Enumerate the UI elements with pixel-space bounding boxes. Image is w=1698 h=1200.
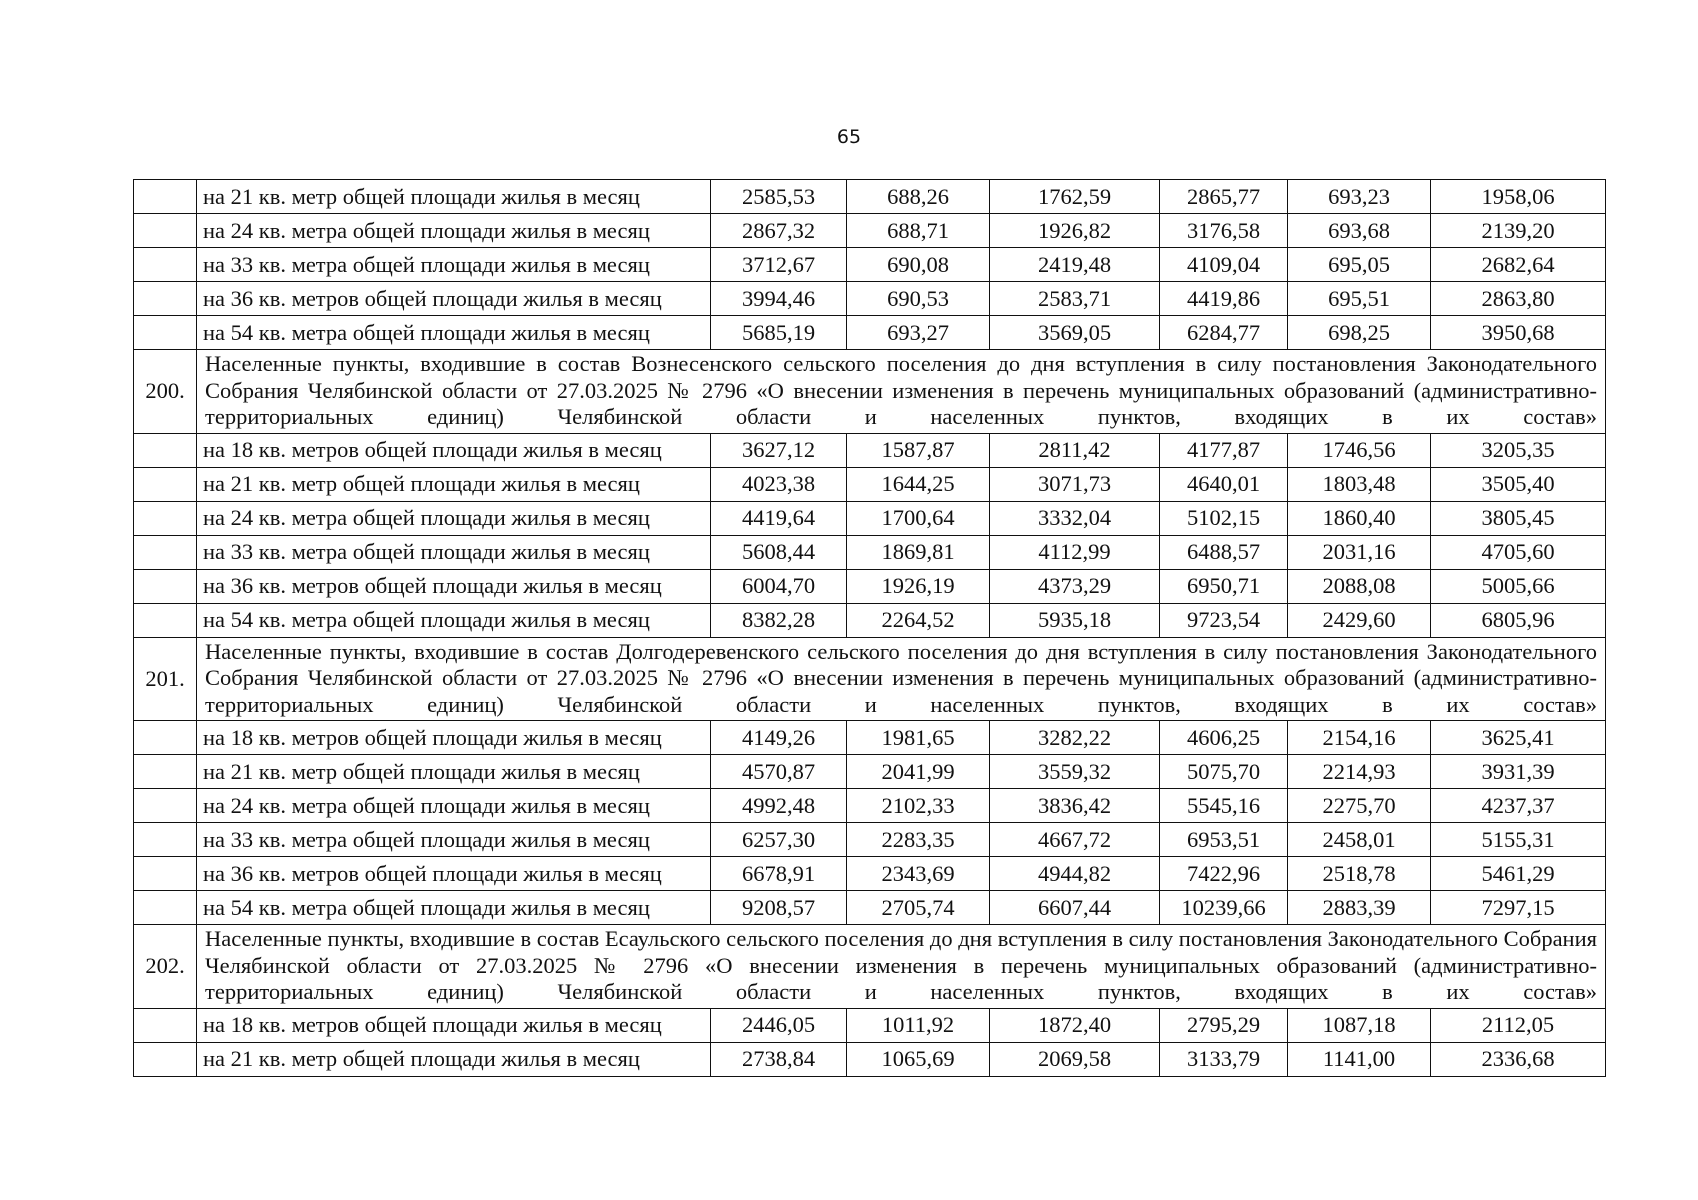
row-number-cell <box>134 282 197 316</box>
value-cell: 2518,78 <box>1288 857 1431 891</box>
value-cell: 5685,19 <box>711 316 847 350</box>
value-cell: 693,23 <box>1288 180 1431 214</box>
value-cell: 2446,05 <box>711 1008 847 1042</box>
value-cell: 1065,69 <box>847 1042 990 1076</box>
row-label: на 33 кв. метра общей площади жилья в месяц <box>197 248 711 282</box>
value-cell: 2883,39 <box>1288 891 1431 925</box>
value-cell: 2458,01 <box>1288 823 1431 857</box>
value-cell: 2069,58 <box>990 1042 1160 1076</box>
row-number-cell <box>134 721 197 755</box>
value-cell: 2139,20 <box>1431 214 1606 248</box>
section-number: 200. <box>134 350 197 434</box>
value-cell: 4419,86 <box>1160 282 1288 316</box>
row-label: на 21 кв. метр общей площади жилья в месяц <box>197 180 711 214</box>
value-cell: 4640,01 <box>1160 467 1288 501</box>
value-cell: 1803,48 <box>1288 467 1431 501</box>
value-cell: 3627,12 <box>711 433 847 467</box>
row-number-cell <box>134 535 197 569</box>
value-cell: 6284,77 <box>1160 316 1288 350</box>
value-cell: 2031,16 <box>1288 535 1431 569</box>
value-cell: 698,25 <box>1288 316 1431 350</box>
table-row <box>134 467 1606 501</box>
value-cell: 2088,08 <box>1288 569 1431 603</box>
value-cell: 7297,15 <box>1431 891 1606 925</box>
value-cell: 1011,92 <box>847 1008 990 1042</box>
table-row <box>134 433 1606 467</box>
section-header-row <box>134 350 1606 434</box>
table-row <box>134 823 1606 857</box>
value-cell: 5005,66 <box>1431 569 1606 603</box>
value-cell: 6805,96 <box>1431 603 1606 637</box>
row-number-cell <box>134 433 197 467</box>
value-cell: 1746,56 <box>1288 433 1431 467</box>
value-cell: 4237,37 <box>1431 789 1606 823</box>
value-cell: 690,53 <box>847 282 990 316</box>
value-cell: 2041,99 <box>847 755 990 789</box>
table-row <box>134 569 1606 603</box>
value-cell: 5608,44 <box>711 535 847 569</box>
section-title: Населенные пункты, входившие в состав Есаульского сельского поселения до дня вступления в силу постановления Законодательного Собрания Челябинской области от 27.03.2025 № 2796 «О внесении изменения в перечень муниципальных образований (административно-территориальных единиц) Челябинской области и населенных пунктов, входящих в их состав» <box>197 925 1606 1009</box>
value-cell: 3712,67 <box>711 248 847 282</box>
row-number-cell <box>134 789 197 823</box>
value-cell: 695,05 <box>1288 248 1431 282</box>
row-number-cell <box>134 857 197 891</box>
value-cell: 2585,53 <box>711 180 847 214</box>
row-number-cell <box>134 569 197 603</box>
section-title: Населенные пункты, входившие в состав Долгодеревенского сельского поселения до дня вступления в силу постановления Законодательного Собрания Челябинской области от 27.03.2025 № 2796 «О внесении изменения в перечень муниципальных образований (административно-территориальных единиц) Челябинской области и населенных пунктов, входящих в их состав» <box>197 637 1606 721</box>
table-body <box>134 180 1606 1077</box>
value-cell: 2583,71 <box>990 282 1160 316</box>
value-cell: 4023,38 <box>711 467 847 501</box>
value-cell: 4177,87 <box>1160 433 1288 467</box>
row-number-cell <box>134 1042 197 1076</box>
value-cell: 5935,18 <box>990 603 1160 637</box>
value-cell: 1872,40 <box>990 1008 1160 1042</box>
section-number: 202. <box>134 925 197 1009</box>
value-cell: 2738,84 <box>711 1042 847 1076</box>
value-cell: 6678,91 <box>711 857 847 891</box>
table-row <box>134 1042 1606 1076</box>
value-cell: 1869,81 <box>847 535 990 569</box>
value-cell: 690,08 <box>847 248 990 282</box>
table-row <box>134 891 1606 925</box>
value-cell: 7422,96 <box>1160 857 1288 891</box>
value-cell: 3559,32 <box>990 755 1160 789</box>
value-cell: 2264,52 <box>847 603 990 637</box>
row-number-cell <box>134 1008 197 1042</box>
value-cell: 4109,04 <box>1160 248 1288 282</box>
row-number-cell <box>134 755 197 789</box>
value-cell: 3994,46 <box>711 282 847 316</box>
table-row <box>134 603 1606 637</box>
value-cell: 2867,32 <box>711 214 847 248</box>
table-row <box>134 789 1606 823</box>
section-number: 201. <box>134 637 197 721</box>
row-label: на 18 кв. метров общей площади жилья в месяц <box>197 721 711 755</box>
table-row <box>134 248 1606 282</box>
value-cell: 3133,79 <box>1160 1042 1288 1076</box>
value-cell: 3625,41 <box>1431 721 1606 755</box>
value-cell: 2343,69 <box>847 857 990 891</box>
value-cell: 6607,44 <box>990 891 1160 925</box>
value-cell: 695,51 <box>1288 282 1431 316</box>
row-label: на 36 кв. метров общей площади жилья в месяц <box>197 857 711 891</box>
value-cell: 6950,71 <box>1160 569 1288 603</box>
value-cell: 2863,80 <box>1431 282 1606 316</box>
row-number-cell <box>134 214 197 248</box>
value-cell: 1981,65 <box>847 721 990 755</box>
value-cell: 5461,29 <box>1431 857 1606 891</box>
row-label: на 33 кв. метра общей площади жилья в месяц <box>197 823 711 857</box>
value-cell: 3332,04 <box>990 501 1160 535</box>
value-cell: 2275,70 <box>1288 789 1431 823</box>
value-cell: 1926,19 <box>847 569 990 603</box>
table-row <box>134 316 1606 350</box>
row-label: на 54 кв. метра общей площади жилья в месяц <box>197 316 711 350</box>
value-cell: 1644,25 <box>847 467 990 501</box>
value-cell: 693,27 <box>847 316 990 350</box>
value-cell: 3205,35 <box>1431 433 1606 467</box>
value-cell: 1141,00 <box>1288 1042 1431 1076</box>
value-cell: 1860,40 <box>1288 501 1431 535</box>
value-cell: 6953,51 <box>1160 823 1288 857</box>
value-cell: 2705,74 <box>847 891 990 925</box>
value-cell: 9723,54 <box>1160 603 1288 637</box>
table-row <box>134 214 1606 248</box>
value-cell: 2154,16 <box>1288 721 1431 755</box>
value-cell: 1700,64 <box>847 501 990 535</box>
value-cell: 5075,70 <box>1160 755 1288 789</box>
value-cell: 2336,68 <box>1431 1042 1606 1076</box>
value-cell: 9208,57 <box>711 891 847 925</box>
tariff-table <box>133 179 1606 1077</box>
page-number: 65 <box>836 126 862 148</box>
value-cell: 6004,70 <box>711 569 847 603</box>
value-cell: 4419,64 <box>711 501 847 535</box>
value-cell: 4112,99 <box>990 535 1160 569</box>
value-cell: 3805,45 <box>1431 501 1606 535</box>
row-number-cell <box>134 316 197 350</box>
value-cell: 2682,64 <box>1431 248 1606 282</box>
row-label: на 21 кв. метр общей площади жилья в месяц <box>197 467 711 501</box>
value-cell: 1587,87 <box>847 433 990 467</box>
row-number-cell <box>134 467 197 501</box>
value-cell: 4606,25 <box>1160 721 1288 755</box>
value-cell: 3071,73 <box>990 467 1160 501</box>
table-row <box>134 755 1606 789</box>
value-cell: 3836,42 <box>990 789 1160 823</box>
row-number-cell <box>134 603 197 637</box>
value-cell: 5102,15 <box>1160 501 1288 535</box>
value-cell: 3505,40 <box>1431 467 1606 501</box>
table-row <box>134 282 1606 316</box>
section-header-row <box>134 637 1606 721</box>
table-row <box>134 535 1606 569</box>
row-label: на 24 кв. метра общей площади жилья в месяц <box>197 789 711 823</box>
value-cell: 10239,66 <box>1160 891 1288 925</box>
value-cell: 2429,60 <box>1288 603 1431 637</box>
row-number-cell <box>134 891 197 925</box>
table-row <box>134 857 1606 891</box>
value-cell: 2865,77 <box>1160 180 1288 214</box>
row-number-cell <box>134 180 197 214</box>
value-cell: 3931,39 <box>1431 755 1606 789</box>
value-cell: 1762,59 <box>990 180 1160 214</box>
value-cell: 688,26 <box>847 180 990 214</box>
row-label: на 36 кв. метров общей площади жилья в месяц <box>197 282 711 316</box>
row-number-cell <box>134 248 197 282</box>
row-label: на 54 кв. метра общей площади жилья в месяц <box>197 603 711 637</box>
value-cell: 6257,30 <box>711 823 847 857</box>
value-cell: 1087,18 <box>1288 1008 1431 1042</box>
table-row <box>134 721 1606 755</box>
value-cell: 8382,28 <box>711 603 847 637</box>
value-cell: 2112,05 <box>1431 1008 1606 1042</box>
value-cell: 5155,31 <box>1431 823 1606 857</box>
value-cell: 2283,35 <box>847 823 990 857</box>
value-cell: 3282,22 <box>990 721 1160 755</box>
row-label: на 24 кв. метра общей площади жилья в месяц <box>197 214 711 248</box>
row-label: на 24 кв. метра общей площади жилья в месяц <box>197 501 711 535</box>
value-cell: 3176,58 <box>1160 214 1288 248</box>
value-cell: 4705,60 <box>1431 535 1606 569</box>
table-row <box>134 501 1606 535</box>
row-label: на 21 кв. метр общей площади жилья в месяц <box>197 755 711 789</box>
value-cell: 4667,72 <box>990 823 1160 857</box>
value-cell: 2214,93 <box>1288 755 1431 789</box>
value-cell: 693,68 <box>1288 214 1431 248</box>
section-title: Населенные пункты, входившие в состав Вознесенского сельского поселения до дня вступления в силу постановления Законодательного Собрания Челябинской области от 27.03.2025 № 2796 «О внесении изменения в перечень муниципальных образований (административно-территориальных единиц) Челябинской области и населенных пунктов, входящих в их состав» <box>197 350 1606 434</box>
row-number-cell <box>134 823 197 857</box>
value-cell: 4992,48 <box>711 789 847 823</box>
table-row <box>134 180 1606 214</box>
row-label: на 54 кв. метра общей площади жилья в месяц <box>197 891 711 925</box>
value-cell: 2811,42 <box>990 433 1160 467</box>
value-cell: 1958,06 <box>1431 180 1606 214</box>
value-cell: 2795,29 <box>1160 1008 1288 1042</box>
value-cell: 4570,87 <box>711 755 847 789</box>
row-label: на 21 кв. метр общей площади жилья в месяц <box>197 1042 711 1076</box>
row-label: на 36 кв. метров общей площади жилья в месяц <box>197 569 711 603</box>
value-cell: 4944,82 <box>990 857 1160 891</box>
value-cell: 6488,57 <box>1160 535 1288 569</box>
row-label: на 18 кв. метров общей площади жилья в месяц <box>197 1008 711 1042</box>
table-row <box>134 1008 1606 1042</box>
value-cell: 688,71 <box>847 214 990 248</box>
value-cell: 3950,68 <box>1431 316 1606 350</box>
value-cell: 2419,48 <box>990 248 1160 282</box>
row-number-cell <box>134 501 197 535</box>
value-cell: 4149,26 <box>711 721 847 755</box>
value-cell: 5545,16 <box>1160 789 1288 823</box>
value-cell: 4373,29 <box>990 569 1160 603</box>
row-label: на 33 кв. метра общей площади жилья в месяц <box>197 535 711 569</box>
section-header-row <box>134 925 1606 1009</box>
value-cell: 1926,82 <box>990 214 1160 248</box>
value-cell: 2102,33 <box>847 789 990 823</box>
row-label: на 18 кв. метров общей площади жилья в месяц <box>197 433 711 467</box>
value-cell: 3569,05 <box>990 316 1160 350</box>
